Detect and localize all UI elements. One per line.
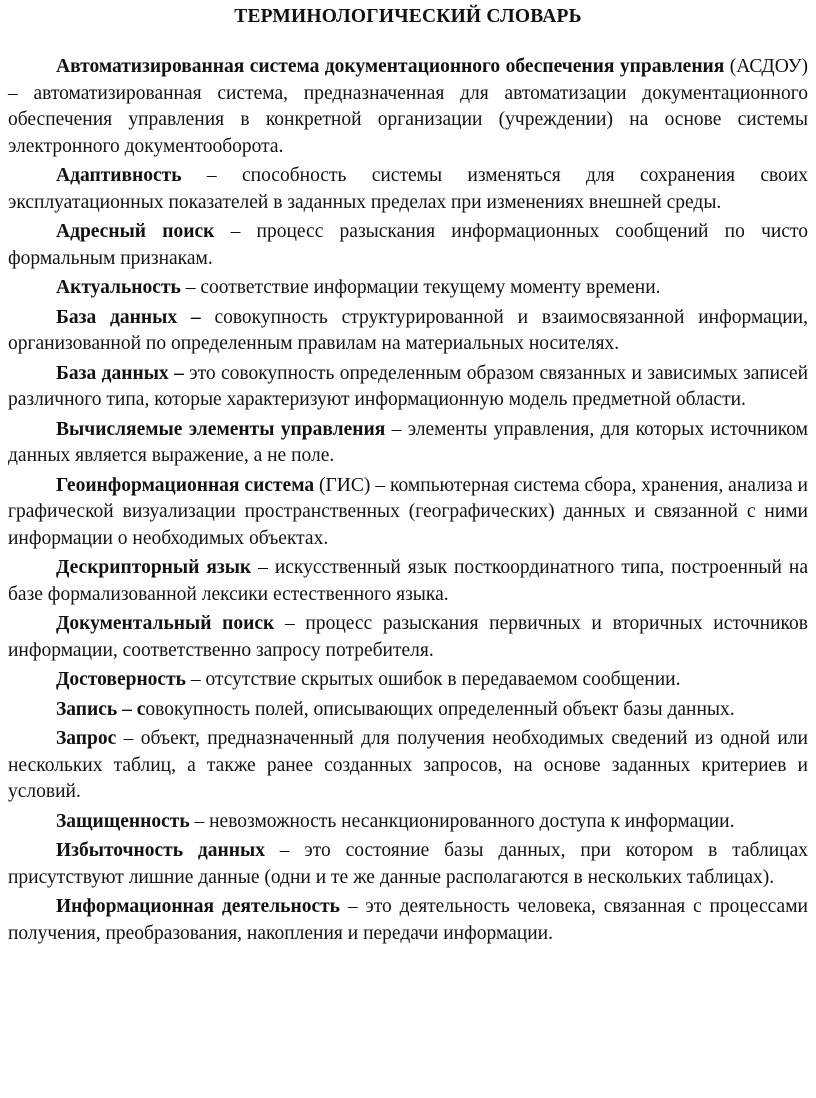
glossary-entry xyxy=(8,275,808,302)
glossary-term: Защищенность xyxy=(56,810,190,832)
glossary-entry xyxy=(8,54,808,160)
glossary-entry xyxy=(8,219,808,272)
glossary-term: Информационная деятельность xyxy=(56,896,340,917)
glossary-definition: – объект, предназначенный для получения необходимых сведений из одной или нескольких таблиц, а также ранее созданных запросов, на основе заданных критериев и условий. xyxy=(8,728,808,802)
glossary-entry xyxy=(8,667,808,694)
glossary-entry xyxy=(8,894,808,947)
glossary-term: Адресный поиск xyxy=(56,221,215,242)
glossary-definition: – способность системы изменяться для сохранения своих эксплуатационных показателей в заданных пределах при изменениях внешней среды. xyxy=(8,165,808,213)
glossary-term: Автоматизированная система документационного обеспечения управления xyxy=(56,56,725,77)
glossary-definition: – процесс разыскания информационных сообщений по чисто формальным признакам. xyxy=(8,221,808,269)
glossary-entry xyxy=(8,809,808,836)
glossary-definition: – невозможность несанкционированного доступа к информации. xyxy=(189,810,735,832)
glossary-entry xyxy=(8,697,808,724)
glossary-term: Документальный поиск xyxy=(56,613,275,634)
glossary-definition: – искусственный язык посткоординатного типа, построенный на базе формализованной лексики естественного языка. xyxy=(8,557,808,605)
glossary-term: Вычисляемые элементы управления xyxy=(56,418,386,440)
glossary-entry xyxy=(8,611,808,664)
glossary-definition: овокупность полей, описывающих определенный объект базы данных. xyxy=(145,698,735,720)
glossary-definition: (АСДОУ) – автоматизированная система, предназначенная для автоматизации документационного обеспечения управления в конкретной организации (учреждении) на основе системы электронного документооборота. xyxy=(8,56,808,157)
glossary-entry xyxy=(8,305,808,358)
document-title: ТЕРМИНОЛОГИЧЕСКИЙ СЛОВАРЬ xyxy=(234,6,582,27)
glossary-term: Геоинформационная система xyxy=(56,474,315,496)
glossary-term: База данных – xyxy=(56,306,201,328)
glossary-definition: – это деятельность человека, связанная с процессами получения, преобразования, накопления и передачи информации. xyxy=(8,896,808,944)
glossary-definition: – это состояние базы данных, при котором в таблицах присутствуют лишние данные (одни и те же данные располагаются в нескольких таблицах). xyxy=(8,840,808,888)
glossary-term: База данных – xyxy=(56,362,184,384)
glossary-term: Запись – с xyxy=(56,698,146,720)
glossary-entry xyxy=(8,726,808,806)
glossary-entry xyxy=(8,163,808,216)
glossary-entry xyxy=(8,555,808,608)
glossary-definition: совокупность структурированной и взаимосвязанной информации, организованной по определенным правилам на материальных носителях. xyxy=(8,306,808,354)
glossary-entry xyxy=(8,417,808,470)
glossary-term: Дескрипторный язык xyxy=(56,557,252,578)
glossary-definition: (ГИС) – компьютерная система сбора, хранения, анализа и графической визуализации пространственных (географических) данных и связанной с ними информации о необходимых объектах. xyxy=(8,474,808,549)
glossary-definition: – отсутствие скрытых ошибок в передаваемом сообщении. xyxy=(185,669,681,690)
glossary-term: Избыточность данных xyxy=(56,840,265,861)
glossary-definition: это совокупность определенным образом связанных и зависимых записей различного типа, которые характеризуют информационную модель предметной области. xyxy=(8,362,808,410)
glossary-entry xyxy=(8,838,808,891)
glossary-term: Адаптивность xyxy=(56,165,182,186)
glossary-entries xyxy=(8,54,808,947)
glossary-definition: – соответствие информации текущему моменту времени. xyxy=(180,277,661,298)
glossary-term: Достоверность xyxy=(56,669,186,690)
glossary-term: Актуальность xyxy=(56,277,181,298)
glossary-definition: – процесс разыскания первичных и вторичных источников информации, соответственно запросу потребителя. xyxy=(8,613,808,661)
glossary-term: Запрос xyxy=(56,728,117,749)
glossary-entry xyxy=(8,361,808,414)
glossary-entry xyxy=(8,473,808,553)
glossary-definition: – элементы управления, для которых источником данных является выражение, а не поле. xyxy=(8,418,809,466)
